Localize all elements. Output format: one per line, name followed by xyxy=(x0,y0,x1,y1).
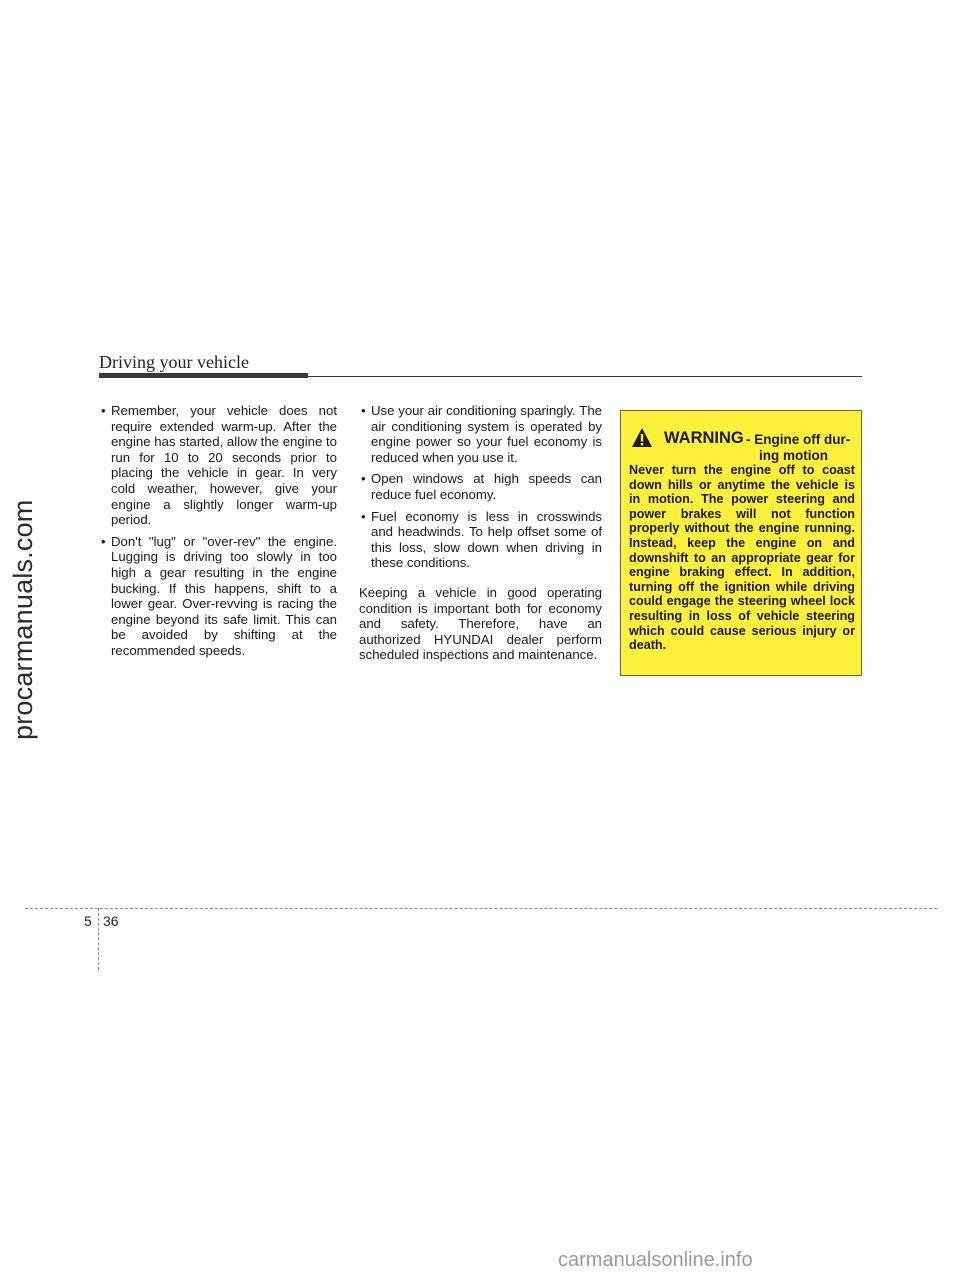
warning-topic-line2: ing motion xyxy=(759,448,828,463)
bullet-item: • Don't "lug" or "over-rev" the engine. Lugging is driving too slowly in too high a gear resulting in the engine bucking. If this happens, shift to a lower gear. Over-revving is racing the engine beyond its safe limit. This can be avoided by shifting at the recommended speeds. xyxy=(99,534,337,659)
page-number: 36 xyxy=(103,913,119,929)
body-paragraph: Keeping a vehicle in good operating condition is important both for economy and safety. Therefore, have an authorized HYUNDAI dealer perform scheduled inspections and maintenance. xyxy=(359,584,602,663)
footer-vertical-divider xyxy=(98,908,99,970)
bullet-item: • Fuel economy is less in crosswinds and headwinds. To help offset some of this loss, slow down when driving in these conditions. xyxy=(359,509,602,571)
footer-divider xyxy=(25,908,937,909)
left-column xyxy=(99,403,337,665)
section-title: Driving your vehicle xyxy=(99,352,249,372)
warning-box xyxy=(620,410,862,676)
warning-topic-line1: - Engine off dur- xyxy=(746,432,851,447)
bottom-watermark: carmanualsonline.info xyxy=(558,1249,753,1271)
header-rule-thick xyxy=(99,373,308,378)
bullet-item: • Remember, your vehicle does not require extended warm-up. After the engine has started, allow the engine to run for 10 to 20 seconds prior to placing the vehicle in gear. In very cold weather, however, give your engine a slightly longer warm-up period. xyxy=(99,403,337,528)
warning-header xyxy=(631,424,857,464)
bullet-item: • Use your air conditioning sparingly. The air conditioning system is operated by engine power so your fuel economy is reduced when you use it. xyxy=(359,403,602,465)
warning-label: WARNING xyxy=(664,429,744,447)
warning-triangle-icon xyxy=(631,427,653,449)
side-watermark: procarmanuals.com xyxy=(8,499,38,740)
warning-body: Never turn the engine off to coast down hills or anytime the vehicle is in motion. The power steering and power brakes will not function properly without the engine running. Instead, keep the engine on and downshift to an appropriate gear for engine braking effect. In addition, turning off the ignition while driving could engage the steering wheel lock resulting in loss of vehicle steering which could cause serious injury or death. xyxy=(629,463,855,653)
bullet-item: • Open windows at high speeds can reduce fuel economy. xyxy=(359,471,602,502)
header-rule-thin xyxy=(308,376,862,377)
chapter-number: 5 xyxy=(84,913,92,929)
middle-column xyxy=(359,403,602,663)
